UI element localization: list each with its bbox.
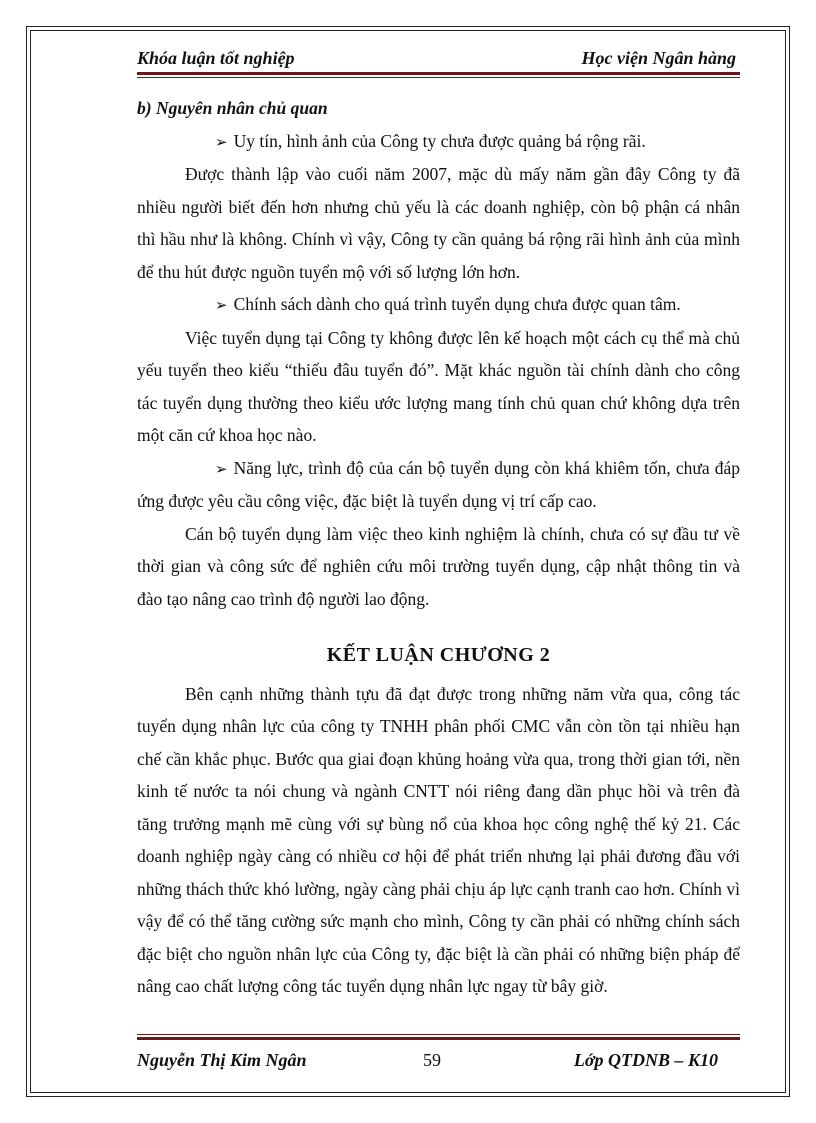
bullet-item (137, 125, 740, 159)
footer-author: Nguyễn Thị Kim Ngân (137, 1050, 307, 1070)
bullet-text: Năng lực, trình độ của cán bộ tuyển dụng còn khá khiêm tốn, chưa đáp ứng được yêu cầu công việc, đặc biệt là tuyển dụng vị trí cấp cao. (137, 457, 740, 511)
paragraph: Bên cạnh những thành tựu đã đạt được trong những năm vừa qua, công tác tuyển dụng nhân lực của công ty TNHH phân phối CMC vẫn còn tồn tại nhiều hạn chế cần khắc phục. Bước qua giai đoạn khủng hoảng vừa qua, trong thời gian tới, nền kinh tế nước ta nói chung và ngành CNTT nói riêng đang dần phục hồi và trên đà tăng trưởng mạnh mẽ cùng với sự bùng nổ của khoa học công nghệ thế kỷ 21. Các doanh nghiệp ngày càng có nhiều cơ hội để phát triển nhưng lại phải đương đầu với những thách thức khó lường, ngày càng phải chịu áp lực cạnh tranh cao hơn. Chính vì vậy để có thể tăng cường sức mạnh cho mình, Công ty cần phải có những chính sách đặc biệt cho nguồn nhân lực của Công ty, đặc biệt là cần phải có những biện pháp để nâng cao chất lượng công tác tuyển dụng nhân lực ngay từ bây giờ. (137, 683, 740, 996)
arrowhead-bullet-icon: ➢ (215, 132, 228, 151)
footer-class: Lớp QTDNB – K10 (573, 1050, 718, 1070)
bullet-item (137, 288, 740, 322)
section-title: b) Nguyên nhân chủ quan (137, 98, 328, 118)
paragraph: Cán bộ tuyển dụng làm việc theo kinh nghiệm là chính, chưa có sự đầu tư về thời gian và công sức để nghiên cứu môi trường tuyển dụng, cập nhật thông tin và đào tạo nâng cao trình độ người lao động. (137, 523, 740, 609)
bullet-item (137, 452, 740, 518)
chapter-conclusion-heading: KẾT LUẬN CHƯƠNG 2 (326, 644, 551, 666)
page-number: 59 (423, 1050, 441, 1070)
header-rule (137, 72, 740, 78)
bullet-text: Uy tín, hình ảnh của Công ty chưa được quảng bá rộng rãi. (233, 130, 646, 151)
arrowhead-bullet-icon: ➢ (215, 459, 228, 478)
header-left: Khóa luận tốt nghiệp (137, 48, 295, 68)
paragraph: Được thành lập vào cuối năm 2007, mặc dù mấy năm gần đây Công ty đã nhiều người biết đến hơn nhưng chủ yếu là các doanh nghiệp, còn bộ phận cá nhân thì hầu như là không. Chính vì vậy, Công ty cần quảng bá rộng rãi hình ảnh của mình để thu hút được nguồn tuyển mộ với số lượng lớn hơn. (137, 164, 740, 282)
page-content (137, 92, 740, 1003)
arrowhead-bullet-icon: ➢ (215, 296, 228, 314)
header-right: Học viện Ngân hàng (581, 48, 736, 68)
paragraph: Việc tuyển dụng tại Công ty không được lên kế hoạch một cách cụ thể mà chủ yếu tuyển theo kiểu “thiếu đâu tuyển đó”. Mặt khác nguồn tài chính dành cho công tác tuyển dụng thường theo kiểu ước lượng mang tính chủ quan chứ không dựa trên một căn cứ khoa học nào. (137, 327, 740, 445)
bullet-text: Chính sách dành cho quá trình tuyển dụng chưa được quan tâm. (233, 294, 681, 314)
footer-rule (137, 1034, 740, 1040)
